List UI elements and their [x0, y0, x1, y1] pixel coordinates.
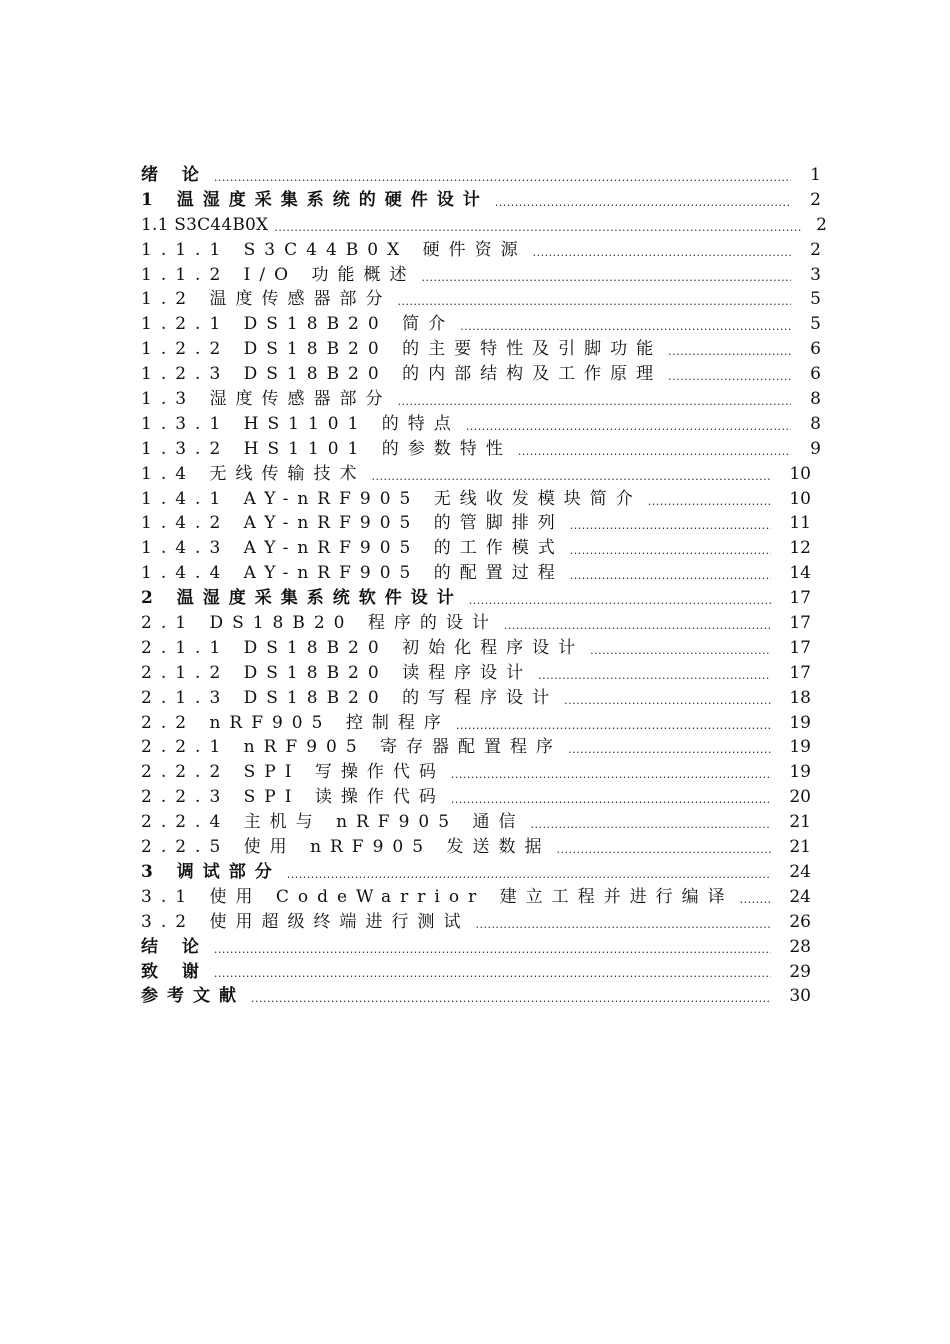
toc-entry-page-number: 24: [789, 886, 811, 907]
dot-leader: [570, 545, 771, 556]
dot-leader: [530, 819, 771, 830]
toc-entry[interactable]: [141, 910, 831, 935]
toc-entry-title: 1.2.1 DS18B20 简介: [141, 314, 455, 335]
dot-leader: [740, 894, 771, 905]
toc-entry[interactable]: [141, 238, 831, 263]
toc-entry[interactable]: [141, 586, 831, 611]
toc-entry-title: 2.1 DS18B20 程序的设计: [141, 613, 498, 634]
toc-entry-page-number: 12: [789, 538, 811, 559]
toc-entry-title: 结 论: [141, 936, 208, 957]
toc-entry-page-number: 21: [789, 812, 811, 833]
toc-entry-title: 1.4.4 AY-nRF905 的配置过程: [141, 563, 564, 584]
toc-entry-title: 2.1.3 DS18B20 的写程序设计: [141, 687, 559, 708]
dot-leader: [397, 396, 791, 407]
toc-entry-title: 1.1.1 S3C44B0X 硬件资源: [141, 239, 527, 260]
toc-entry-page-number: 20: [789, 787, 811, 808]
toc-entry[interactable]: [141, 785, 831, 810]
dot-leader: [251, 993, 771, 1004]
toc-entry-title: 1.3.1 HS1101 的特点: [141, 413, 460, 434]
toc-entry-page-number: 29: [789, 961, 811, 982]
dot-leader: [469, 595, 771, 606]
toc-entry-title: 2.2 nRF905 控制程序: [141, 712, 450, 733]
dot-leader: [570, 570, 771, 581]
toc-entry[interactable]: [141, 287, 831, 312]
toc-entry-page-number: 11: [789, 513, 811, 534]
toc-entry[interactable]: [141, 711, 831, 736]
toc-entry-title: 2.1.1 DS18B20 初始化程序设计: [141, 637, 585, 658]
toc-entry[interactable]: [141, 561, 831, 586]
toc-entry-page-number: 2: [810, 239, 821, 260]
toc-entry-title: 1.2 温度传感器部分: [141, 289, 392, 310]
toc-entry-title: 3.2 使用超级终端进行测试: [141, 911, 470, 932]
dot-leader: [421, 272, 791, 283]
toc-entry[interactable]: [141, 213, 831, 238]
toc-entry[interactable]: [141, 462, 831, 487]
toc-entry-title: 1.1 S3C44B0X: [141, 214, 269, 235]
toc-entry-page-number: 8: [810, 413, 821, 434]
dot-leader: [518, 446, 791, 457]
toc-entry[interactable]: [141, 511, 831, 536]
toc-entry[interactable]: [141, 611, 831, 636]
toc-entry-page-number: 26: [789, 911, 811, 932]
dot-leader: [287, 869, 771, 880]
table-of-contents: [141, 163, 831, 1009]
toc-entry-title: 1 温湿度采集系统的硬件设计: [141, 189, 489, 210]
toc-entry-title: 1.4.2 AY-nRF905 的管脚排列: [141, 513, 564, 534]
toc-entry-page-number: 17: [789, 637, 811, 658]
toc-entry-page-number: 8: [810, 389, 821, 410]
toc-entry-title: 1.4 无线传输技术: [141, 463, 366, 484]
toc-entry-title: 2.1.2 DS18B20 读程序设计: [141, 662, 533, 683]
toc-entry-title: 致 谢: [141, 961, 208, 982]
toc-entry-page-number: 28: [789, 936, 811, 957]
toc-entry-page-number: 3: [810, 264, 821, 285]
toc-entry-title: 参考文献: [141, 986, 245, 1007]
dot-leader: [533, 247, 791, 258]
toc-entry-page-number: 21: [789, 837, 811, 858]
dot-leader: [214, 944, 771, 955]
toc-entry[interactable]: [141, 487, 831, 512]
dot-leader: [456, 720, 771, 731]
toc-entry-page-number: 9: [810, 438, 821, 459]
dot-leader: [668, 346, 791, 357]
toc-entry-title: 2.2.5 使用 nRF905 发送数据: [141, 837, 551, 858]
toc-entry-title: 2 温湿度采集系统软件设计: [141, 588, 463, 609]
toc-entry[interactable]: [141, 960, 831, 985]
dot-leader: [214, 172, 791, 183]
dot-leader: [466, 421, 791, 432]
toc-entry-title: 1.4.1 AY-nRF905 无线收发模块简介: [141, 488, 642, 509]
dot-leader: [371, 471, 771, 482]
toc-entry-page-number: 2: [816, 214, 827, 235]
toc-entry[interactable]: [141, 810, 831, 835]
toc-entry[interactable]: [141, 387, 831, 412]
toc-entry[interactable]: [141, 362, 831, 387]
toc-entry[interactable]: [141, 735, 831, 760]
dot-leader: [475, 919, 771, 930]
toc-entry[interactable]: [141, 312, 831, 337]
toc-entry-title: 2.2.3 SPI 读操作代码: [141, 787, 445, 808]
toc-entry[interactable]: [141, 885, 831, 910]
dot-leader: [648, 496, 771, 507]
toc-entry-page-number: 19: [789, 712, 811, 733]
toc-entry-page-number: 18: [789, 687, 811, 708]
toc-entry[interactable]: [141, 536, 831, 561]
toc-entry[interactable]: [141, 188, 831, 213]
toc-entry[interactable]: [141, 636, 831, 661]
dot-leader: [451, 794, 771, 805]
toc-entry-page-number: 14: [789, 563, 811, 584]
dot-leader: [451, 769, 771, 780]
toc-entry-page-number: 19: [789, 762, 811, 783]
toc-entry[interactable]: [141, 412, 831, 437]
dot-leader: [538, 670, 771, 681]
dot-leader: [590, 645, 771, 656]
toc-entry-page-number: 6: [810, 364, 821, 385]
dot-leader: [274, 222, 803, 233]
toc-entry-title: 2.2.1 nRF905 寄存器配置程序: [141, 737, 563, 758]
toc-entry[interactable]: [141, 835, 831, 860]
toc-entry[interactable]: [141, 984, 831, 1009]
toc-entry-page-number: 5: [810, 289, 821, 310]
toc-entry-page-number: 5: [810, 314, 821, 335]
dot-leader: [556, 844, 771, 855]
dot-leader: [668, 371, 791, 382]
toc-entry-title: 1.4.3 AY-nRF905 的工作模式: [141, 538, 564, 559]
toc-entry-page-number: 2: [810, 189, 821, 210]
dot-leader: [564, 695, 771, 706]
toc-entry-page-number: 30: [789, 986, 811, 1007]
toc-entry-title: 3 调试部分: [141, 861, 281, 882]
toc-entry-page-number: 10: [789, 463, 811, 484]
toc-entry-page-number: 17: [789, 588, 811, 609]
toc-entry[interactable]: [141, 437, 831, 462]
dot-leader: [214, 968, 771, 979]
toc-entry-title: 3.1 使用 CodeWarrior 建立工程并进行编译: [141, 886, 734, 907]
toc-entry[interactable]: [141, 760, 831, 785]
toc-entry[interactable]: [141, 163, 831, 188]
toc-entry[interactable]: [141, 661, 831, 686]
toc-entry[interactable]: [141, 337, 831, 362]
toc-entry-page-number: 6: [810, 339, 821, 360]
toc-entry[interactable]: [141, 935, 831, 960]
toc-entry-page-number: 10: [789, 488, 811, 509]
toc-entry-title: 1.2.3 DS18B20 的内部结构及工作原理: [141, 364, 663, 385]
dot-leader: [397, 296, 791, 307]
toc-entry-page-number: 24: [789, 861, 811, 882]
toc-entry[interactable]: [141, 860, 831, 885]
toc-entry-page-number: 17: [789, 613, 811, 634]
toc-entry-title: 1.3 湿度传感器部分: [141, 389, 392, 410]
dot-leader: [460, 321, 791, 332]
dot-leader: [504, 620, 771, 631]
toc-entry-title: 绪 论: [141, 165, 208, 185]
toc-entry-title: 1.3.2 HS1101 的参数特性: [141, 438, 512, 459]
toc-entry-page-number: 1: [810, 165, 821, 185]
dot-leader: [570, 520, 771, 531]
toc-entry-title: 2.2.4 主机与 nRF905 通信: [141, 812, 525, 833]
dot-leader: [568, 744, 771, 755]
dot-leader: [495, 197, 791, 208]
toc-entry-page-number: 19: [789, 737, 811, 758]
toc-entry[interactable]: [141, 686, 831, 711]
toc-entry-title: 1.2.2 DS18B20 的主要特性及引脚功能: [141, 339, 663, 360]
toc-entry-title: 2.2.2 SPI 写操作代码: [141, 762, 445, 783]
toc-entry[interactable]: [141, 263, 831, 288]
toc-entry-title: 1.1.2 I/O 功能概述: [141, 264, 416, 285]
toc-entry-page-number: 17: [789, 662, 811, 683]
